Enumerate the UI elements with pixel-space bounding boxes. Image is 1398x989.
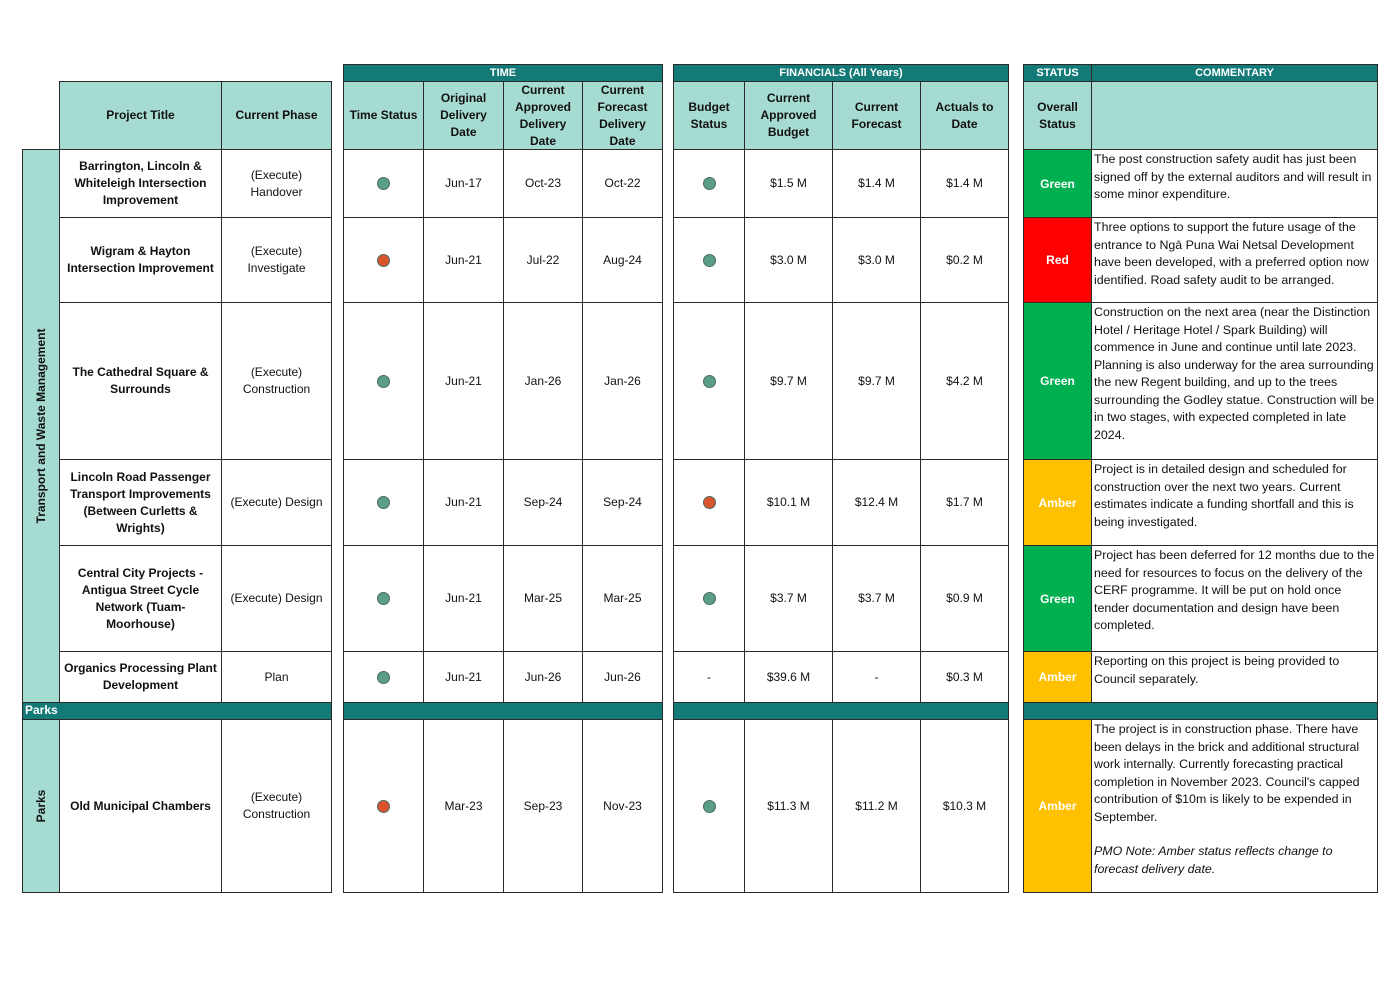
current-forecast: $9.7 M — [832, 302, 921, 460]
commentary-note: PMO Note: Amber status reflects change to forecast delivery date. — [1094, 844, 1333, 876]
section-label-parks — [22, 719, 60, 893]
approved-budget: $3.7 M — [744, 545, 833, 652]
original-delivery-date: Jun-21 — [423, 302, 504, 460]
current-phase: (Execute) Handover — [221, 149, 332, 218]
overall-status-badge: Green — [1023, 302, 1092, 460]
commentary-text: Project has been deferred for 12 months due to the need for resources to focus on the delivery of the CERF programme. It will be put on hold once tender documentation and design have been completed. — [1094, 548, 1375, 632]
section-label-text: Parks — [34, 789, 48, 823]
group-header-status: STATUS — [1023, 64, 1092, 82]
column-header-current-approved-budget: Current Approved Budget — [744, 81, 833, 150]
budget-status — [673, 302, 745, 460]
budget-status — [673, 149, 745, 218]
project-title: Lincoln Road Passenger Transport Improvements (Between Curletts & Wrights) — [59, 459, 222, 546]
current-forecast: $12.4 M — [832, 459, 921, 546]
status-dot-icon — [377, 592, 390, 605]
current-forecast: $3.0 M — [832, 217, 921, 303]
column-header-overall-status: Overall Status — [1023, 81, 1092, 150]
column-header-commentary — [1091, 81, 1378, 150]
forecast-delivery-date: Oct-22 — [582, 149, 663, 218]
column-header-project-title: Project Title — [59, 81, 222, 150]
current-forecast: - — [832, 651, 921, 703]
project-title: Old Municipal Chambers — [59, 719, 222, 893]
actuals-to-date: $0.3 M — [920, 651, 1009, 703]
original-delivery-date: Jun-21 — [423, 545, 504, 652]
status-dot-icon — [703, 254, 716, 267]
section-bar-parks: Parks — [22, 702, 332, 720]
status-dot-icon — [377, 254, 390, 267]
time-status — [343, 545, 424, 652]
budget-status — [673, 459, 745, 546]
project-title: The Cathedral Square & Surrounds — [59, 302, 222, 460]
forecast-delivery-date: Jan-26 — [582, 302, 663, 460]
actuals-to-date: $1.4 M — [920, 149, 1009, 218]
column-header-original-delivery: Original Delivery Date — [423, 81, 504, 150]
time-status — [343, 217, 424, 303]
approved-budget: $11.3 M — [744, 719, 833, 893]
commentary-cell — [1091, 302, 1378, 460]
section-label-transport — [22, 149, 60, 703]
current-phase: (Execute) Construction — [221, 719, 332, 893]
time-status — [343, 719, 424, 893]
commentary-cell — [1091, 545, 1378, 652]
commentary-cell — [1091, 651, 1378, 703]
current-forecast: $1.4 M — [832, 149, 921, 218]
approved-budget: $39.6 M — [744, 651, 833, 703]
time-status — [343, 459, 424, 546]
overall-status-badge: Amber — [1023, 719, 1092, 893]
column-header-budget-status: Budget Status — [673, 81, 745, 150]
approved-delivery-date: Oct-23 — [503, 149, 583, 218]
status-dot-icon — [377, 496, 390, 509]
approved-budget: $3.0 M — [744, 217, 833, 303]
original-delivery-date: Mar-23 — [423, 719, 504, 893]
overall-status-badge: Red — [1023, 217, 1092, 303]
column-header-current-forecast: Current Forecast — [832, 81, 921, 150]
budget-status: - — [673, 651, 745, 703]
status-dot-icon — [703, 375, 716, 388]
overall-status-badge: Amber — [1023, 651, 1092, 703]
commentary-text: The post construction safety audit has just been signed off by the external auditors and will result in some minor expenditure. — [1094, 152, 1372, 201]
budget-status — [673, 217, 745, 303]
group-header-time: TIME — [343, 64, 663, 82]
actuals-to-date: $0.9 M — [920, 545, 1009, 652]
column-header-actuals-to-date: Actuals to Date — [920, 81, 1009, 150]
status-dot-icon — [377, 800, 390, 813]
status-dot-icon — [703, 800, 716, 813]
current-forecast: $11.2 M — [832, 719, 921, 893]
status-dot-icon — [377, 375, 390, 388]
actuals-to-date: $0.2 M — [920, 217, 1009, 303]
approved-budget: $9.7 M — [744, 302, 833, 460]
group-header-commentary: COMMENTARY — [1091, 64, 1378, 82]
actuals-to-date: $1.7 M — [920, 459, 1009, 546]
project-title: Barrington, Lincoln & Whiteleigh Intersection Improvement — [59, 149, 222, 218]
approved-delivery-date: Mar-25 — [503, 545, 583, 652]
overall-status-badge: Green — [1023, 149, 1092, 218]
status-dot-icon — [377, 671, 390, 684]
current-forecast: $3.7 M — [832, 545, 921, 652]
original-delivery-date: Jun-17 — [423, 149, 504, 218]
project-title: Organics Processing Plant Development — [59, 651, 222, 703]
approved-delivery-date: Jun-26 — [503, 651, 583, 703]
budget-status — [673, 719, 745, 893]
current-phase: Plan — [221, 651, 332, 703]
column-header-current-phase: Current Phase — [221, 81, 332, 150]
commentary-text: Construction on the next area (near the Distinction Hotel / Heritage Hotel / Spark Building) will commence in June and continue until late 2023. Planning is also underway for the area surrounding the new Regent building, and up to the trees surrounding the Godley statue. Construction will be in two stages, with expected completed in late 2024. — [1094, 305, 1375, 442]
original-delivery-date: Jun-21 — [423, 651, 504, 703]
original-delivery-date: Jun-21 — [423, 217, 504, 303]
forecast-delivery-date: Nov-23 — [582, 719, 663, 893]
commentary-cell — [1091, 217, 1378, 303]
approved-delivery-date: Jul-22 — [503, 217, 583, 303]
commentary-text: Three options to support the future usage of the entrance to Ngā Puna Wai Netsal Development have been developed, with a preferred option now identified. Road safety audit to be arranged. — [1094, 220, 1369, 287]
approved-budget: $10.1 M — [744, 459, 833, 546]
section-bar-status — [1023, 702, 1378, 720]
actuals-to-date: $4.2 M — [920, 302, 1009, 460]
section-bar-financials — [673, 702, 1009, 720]
column-header-current-forecast-delivery: Current Forecast Delivery Date — [582, 81, 663, 150]
approved-delivery-date: Jan-26 — [503, 302, 583, 460]
approved-budget: $1.5 M — [744, 149, 833, 218]
time-status — [343, 149, 424, 218]
time-status — [343, 302, 424, 460]
time-status — [343, 651, 424, 703]
project-title: Central City Projects - Antigua Street Cycle Network (Tuam-Moorhouse) — [59, 545, 222, 652]
actuals-to-date: $10.3 M — [920, 719, 1009, 893]
budget-status — [673, 545, 745, 652]
commentary-cell — [1091, 459, 1378, 546]
column-header-current-approved-delivery: Current Approved Delivery Date — [503, 81, 583, 150]
project-title: Wigram & Hayton Intersection Improvement — [59, 217, 222, 303]
forecast-delivery-date: Sep-24 — [582, 459, 663, 546]
overall-status-badge: Amber — [1023, 459, 1092, 546]
forecast-delivery-date: Jun-26 — [582, 651, 663, 703]
commentary-text: Reporting on this project is being provided to Council separately. — [1094, 654, 1340, 686]
status-dot-icon — [703, 592, 716, 605]
section-bar-time — [343, 702, 663, 720]
original-delivery-date: Jun-21 — [423, 459, 504, 546]
commentary-cell — [1091, 149, 1378, 218]
current-phase: (Execute) Investigate — [221, 217, 332, 303]
forecast-delivery-date: Aug-24 — [582, 217, 663, 303]
forecast-delivery-date: Mar-25 — [582, 545, 663, 652]
current-phase: (Execute) Design — [221, 545, 332, 652]
approved-delivery-date: Sep-23 — [503, 719, 583, 893]
status-dot-icon — [703, 496, 716, 509]
section-label-text: Transport and Waste Management — [34, 328, 48, 524]
current-phase: (Execute) Design — [221, 459, 332, 546]
overall-status-badge: Green — [1023, 545, 1092, 652]
commentary-text: Project is in detailed design and scheduled for construction over the next two years. Current estimates indicate a funding shortfall and this is being investigated. — [1094, 462, 1354, 529]
commentary-cell — [1091, 719, 1378, 893]
status-dot-icon — [703, 177, 716, 190]
status-dot-icon — [377, 177, 390, 190]
approved-delivery-date: Sep-24 — [503, 459, 583, 546]
current-phase: (Execute) Construction — [221, 302, 332, 460]
commentary-text: The project is in construction phase. There have been delays in the brick and additional structural work internally. Currently forecasting practical completion in November 2023. Council's capped contribution of $10m is likely to be expended in September. — [1094, 722, 1360, 824]
column-header-time-status: Time Status — [343, 81, 424, 150]
group-header-financials: FINANCIALS (All Years) — [673, 64, 1009, 82]
